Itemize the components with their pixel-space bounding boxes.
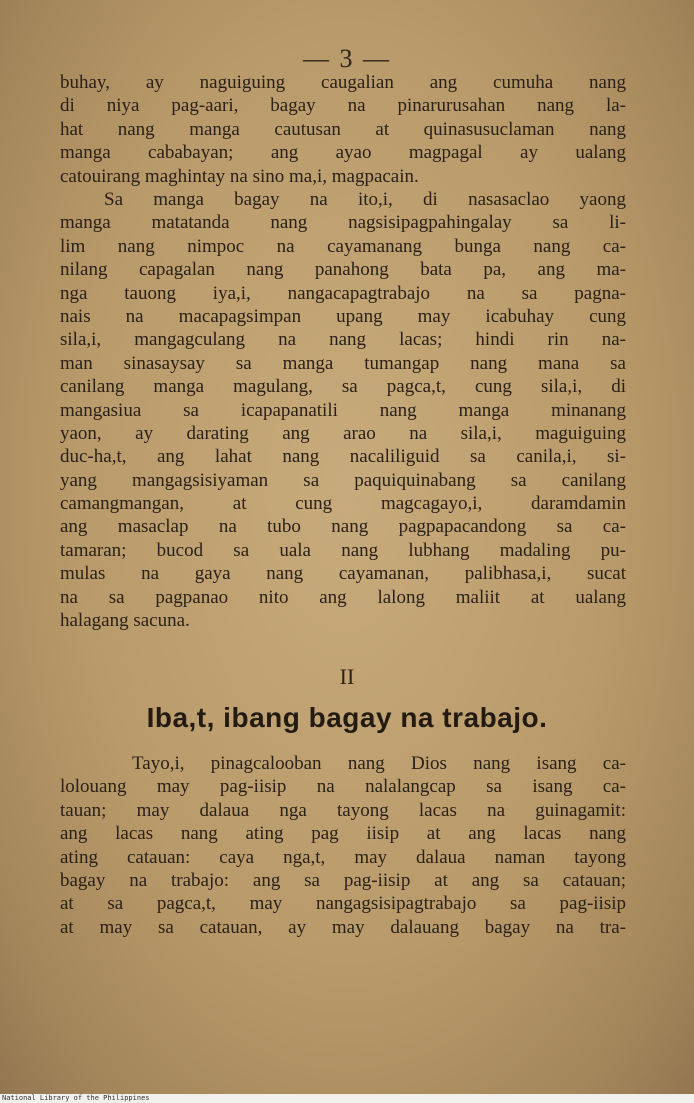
library-credit: National Library of the Philippines xyxy=(2,1094,150,1102)
text-line: at sa pagca,t, may nangagsisipagtrabajo sa pag-iisip xyxy=(60,893,626,915)
text-line: lolouang may pag-iisip na nalalangcap sa isang ca- xyxy=(60,776,626,798)
text-line: mulas na gaya nang cayamanan, palibhasa,i, sucat xyxy=(60,563,626,585)
text-line: duc-ha,t, ang lahat nang nacaliliguid sa canila,i, si- xyxy=(60,446,626,468)
text-line: nilang capagalan nang panahong bata pa, ang ma- xyxy=(60,259,626,281)
text-line: halagang sacuna. xyxy=(60,610,190,632)
text-line: na sa pagpanao nito ang lalong maliit at ualang xyxy=(60,586,626,608)
text-line: buhay, ay naguiguing caugalian ang cumuha nang xyxy=(60,72,626,93)
text-line: di niya pag-aari, bagay na pinarurusahan nang la- xyxy=(60,95,626,117)
text-line: nais na macapagsimpan upang may icabuhay cung xyxy=(60,305,626,327)
text-line: mangasiua sa icapapanatili nang manga minanang xyxy=(60,399,626,421)
text-line: manga matatanda nang nagsisipagpahingalay sa li- xyxy=(60,212,626,234)
text-line: sila,i, mangagculang na nang lacas; hindi rin na- xyxy=(60,329,626,351)
page-number: — 3 — xyxy=(303,44,391,73)
section-number: II xyxy=(339,664,355,689)
paragraph-continued xyxy=(60,71,626,188)
text-line: manga cababayan; ang ayao magpagal ay ualang xyxy=(60,142,626,164)
paragraph xyxy=(60,188,626,632)
text-line: ang lacas nang ating pag iisip at ang lacas nang xyxy=(60,823,626,845)
text-line: at may sa catauan, ay may dalauang bagay na tra- xyxy=(60,916,626,938)
text-line: catouirang maghintay na sino ma,i, magpacain. xyxy=(60,165,419,187)
text-line: bagay na trabajo: ang sa pag-iisip at ang sa catauan; xyxy=(60,869,626,891)
text-line: tauan; may dalaua nga tayong lacas na guinagamit: xyxy=(60,799,626,821)
text-line: man sinasaysay sa manga tumangap nang mana sa xyxy=(60,352,626,374)
paragraph xyxy=(60,752,626,939)
text-line: ating catauan: caya nga,t, may dalaua naman tayong xyxy=(60,846,626,868)
text-line: Sa manga bagay na ito,i, di nasasaclao yaong xyxy=(104,189,626,210)
text-line: ang masaclap na tubo nang pagpapacandong sa ca- xyxy=(60,516,626,538)
text-line: tamaran; bucod sa uala nang lubhang madaling pu- xyxy=(60,539,626,561)
text-line: nga tauong iya,i, nangacapagtrabajo na sa pagna- xyxy=(60,282,626,304)
section-title: Iba,t, ibang bagay na trabajo. xyxy=(146,702,548,733)
text-line: lim nang nimpoc na cayamanang bunga nang ca- xyxy=(60,235,626,257)
text-line: Tayo,i, pinagcalooban nang Dios nang isang ca- xyxy=(132,753,626,774)
text-line: yaon, ay darating ang arao na sila,i, maguiguing xyxy=(60,422,626,444)
text-line: camangmangan, at cung magcagayo,i, daramdamin xyxy=(60,493,626,515)
text-line: yang mangagsisiyaman sa paquiquinabang sa canilang xyxy=(60,469,626,491)
text-line: hat nang manga cautusan at quinasusuclaman nang xyxy=(60,118,626,140)
text-line: canilang manga magulang, sa pagca,t, cung sila,i, di xyxy=(60,376,626,398)
